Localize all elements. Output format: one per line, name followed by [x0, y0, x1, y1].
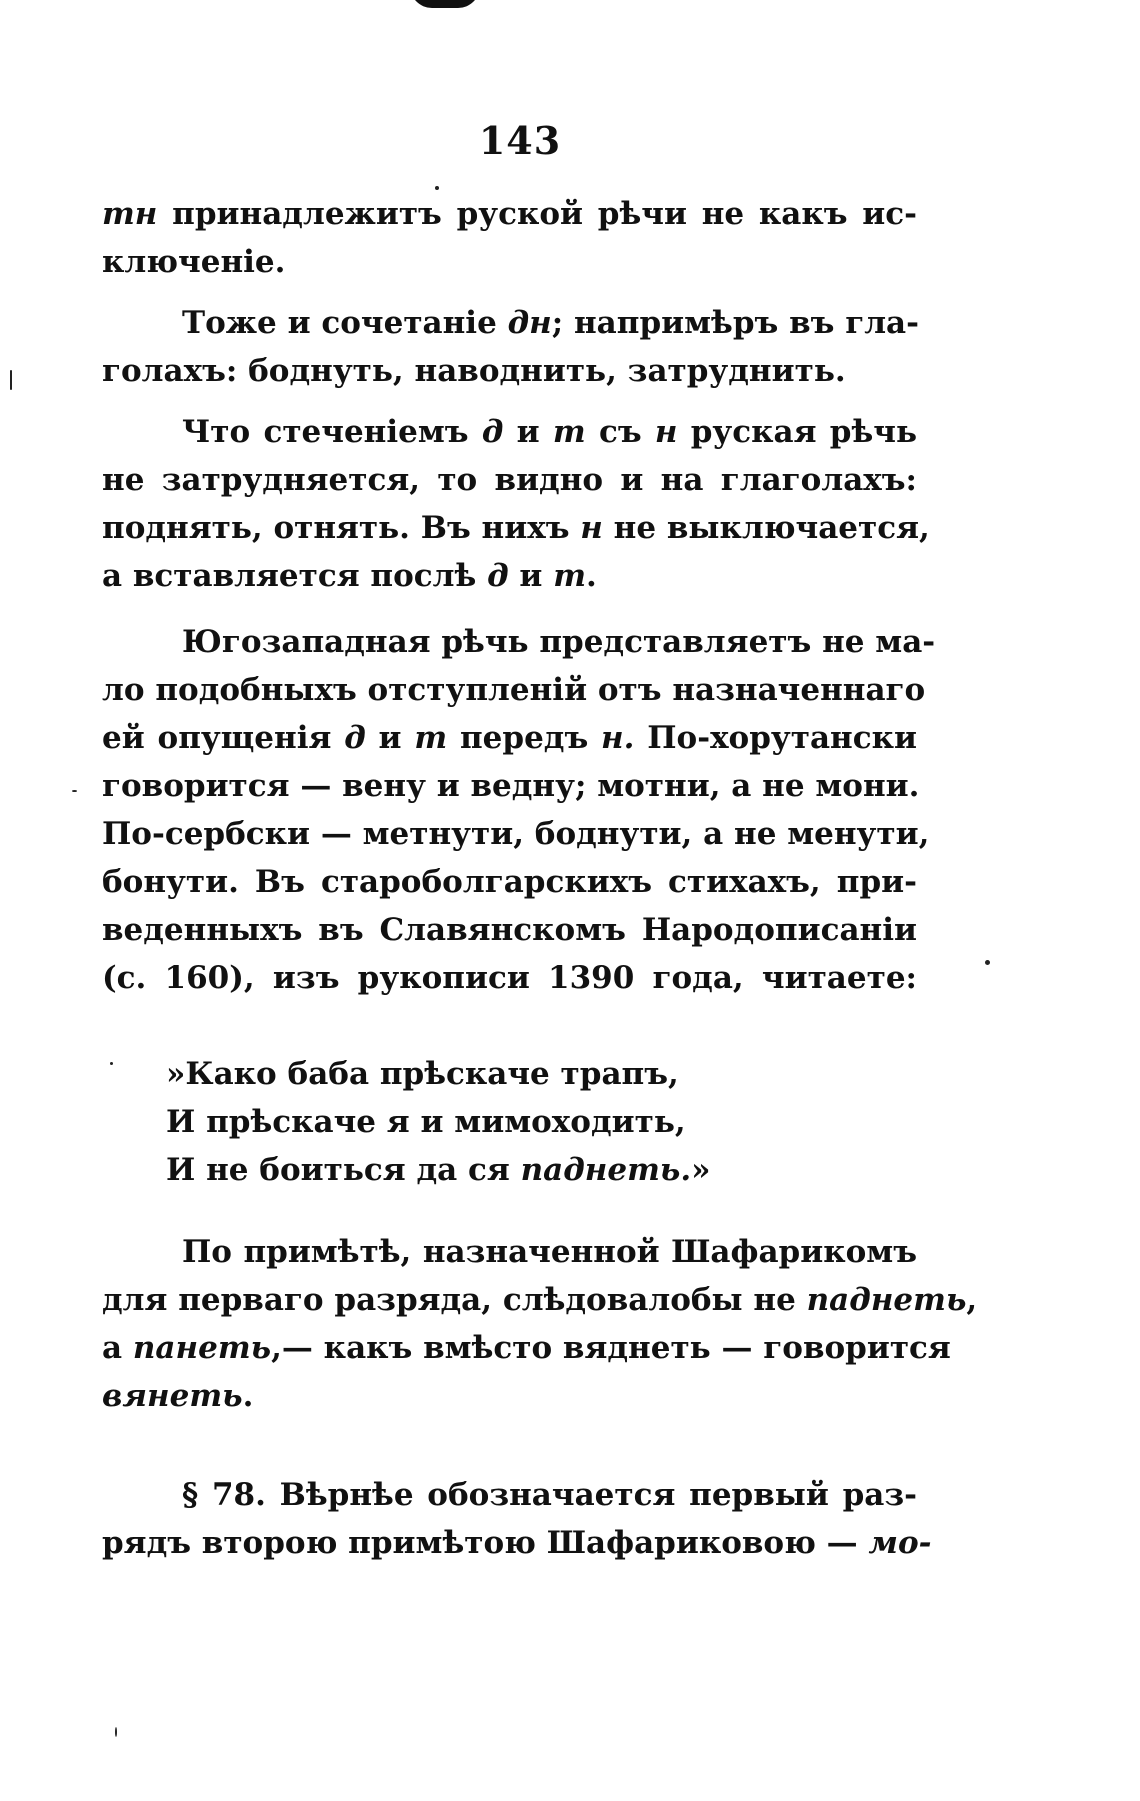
verse-quotation	[166, 1050, 886, 1194]
scan-speck	[985, 960, 990, 965]
text-run: ей опущенія	[102, 720, 345, 756]
scan-speck	[10, 370, 12, 390]
italic-word: д	[344, 720, 366, 756]
paragraph-4	[102, 618, 936, 1002]
text-line	[102, 906, 917, 954]
text-run: принадлежитъ руской рѣчи не какъ ис-	[157, 196, 917, 232]
italic-word: д	[481, 414, 504, 450]
text-line	[102, 714, 917, 762]
text-line	[102, 408, 917, 456]
text-run: руская рѣчь	[677, 414, 917, 450]
text-line	[102, 347, 917, 395]
italic-word: паднеть.	[520, 1152, 692, 1188]
text-run: и	[365, 720, 415, 756]
text-line	[102, 299, 920, 347]
text-run: веденныхъ въ Славянскомъ Народописаніи	[102, 912, 917, 948]
text-line	[102, 618, 936, 666]
verse-line	[166, 1050, 886, 1098]
text-line	[102, 858, 917, 906]
text-run: И не боиться да ся	[166, 1152, 521, 1188]
text-run: ,— какъ вмѣсто вяднеть — говорится	[271, 1330, 951, 1366]
text-line	[102, 504, 930, 552]
text-run: ; напримѣръ въ гла-	[551, 305, 920, 341]
text-run: бонути. Въ староболгарскихъ стихахъ, при-	[102, 864, 917, 900]
text-run: не затрудняется, то видно и на глаголахъ:	[102, 462, 917, 498]
text-run: и	[508, 558, 554, 594]
text-run: ключеніе.	[102, 244, 286, 280]
text-line	[102, 810, 930, 858]
text-line	[102, 190, 917, 238]
scan-speck	[110, 1062, 113, 1065]
text-run: и	[503, 414, 553, 450]
text-run: .	[586, 558, 597, 594]
paragraph-1	[102, 190, 917, 286]
text-run: И прѣскаче я и мимоходить,	[166, 1104, 686, 1140]
text-line	[102, 456, 917, 504]
italic-word: н	[654, 414, 678, 450]
italic-word: т	[414, 720, 448, 756]
italic-word: паднеть	[806, 1282, 967, 1318]
text-line	[102, 1372, 917, 1420]
text-line	[102, 1471, 917, 1519]
text-run: а	[102, 1330, 133, 1366]
italic-word: тн	[102, 196, 158, 232]
italic-word: вянеть	[102, 1378, 243, 1414]
italic-word: н	[580, 510, 603, 546]
italic-word: т	[552, 414, 586, 450]
text-line	[102, 666, 926, 714]
text-run: не выключается,	[602, 510, 930, 546]
text-run: а вставляется послѣ	[102, 558, 488, 594]
paragraph-2	[102, 299, 920, 395]
text-run: По-сербски — метнути, боднути, а не менути,	[102, 816, 930, 852]
text-line	[102, 1276, 978, 1324]
text-run: для перваго разряда, слѣдовалобы не	[102, 1282, 807, 1318]
text-run: говорится — вену и ведну; мотни, а не мони.	[102, 768, 920, 804]
paragraph-5	[102, 1228, 978, 1420]
italic-word: мо-	[868, 1525, 932, 1561]
text-line	[102, 552, 917, 600]
text-line	[102, 1228, 917, 1276]
text-run: ,	[966, 1282, 978, 1318]
text-line	[102, 238, 917, 286]
italic-word: д	[487, 558, 509, 594]
italic-word: т	[553, 558, 587, 594]
paragraph-3	[102, 408, 930, 600]
text-run: (с. 160), изъ рукописи 1390 года, читаете:	[102, 960, 917, 996]
scan-speck	[435, 186, 439, 190]
verse-line	[166, 1146, 886, 1194]
page-number: 143	[478, 118, 562, 163]
text-run: Югозападная рѣчь представляетъ не ма-	[182, 624, 936, 660]
text-line	[102, 1519, 932, 1567]
section-78-paragraph	[102, 1471, 932, 1567]
text-run: голахъ: боднуть, наводнить, затруднить.	[102, 353, 846, 389]
text-run: По-хорутански	[634, 720, 917, 756]
text-line	[102, 954, 917, 1002]
italic-word: н.	[601, 720, 635, 756]
scan-speck	[115, 1727, 117, 1737]
text-run: По примѣтѣ, назначенной Шафарикомъ	[182, 1234, 917, 1270]
text-run: »Како баба прѣскаче трапъ,	[166, 1056, 679, 1092]
text-run: передъ	[447, 720, 602, 756]
text-run: съ	[585, 414, 655, 450]
italic-word: панеть	[132, 1330, 272, 1366]
text-run: .	[242, 1378, 254, 1414]
scan-speck	[72, 790, 77, 792]
top-printing-mark	[410, 0, 480, 8]
text-run: »	[691, 1152, 711, 1188]
italic-word: дн	[507, 305, 552, 341]
text-run: ло подобныхъ отступленій отъ назначеннаго	[102, 672, 926, 708]
text-run: § 78. Вѣрнѣе обозначается первый раз-	[182, 1477, 917, 1513]
text-run: Что стеченіемъ	[182, 414, 482, 450]
text-line	[102, 762, 920, 810]
text-run: рядъ второю примѣтою Шафариковою —	[102, 1525, 869, 1561]
text-run: поднять, отнять. Въ нихъ	[102, 510, 581, 546]
text-line	[102, 1324, 951, 1372]
text-run: Тоже и сочетаніе	[182, 305, 508, 341]
verse-line	[166, 1098, 886, 1146]
